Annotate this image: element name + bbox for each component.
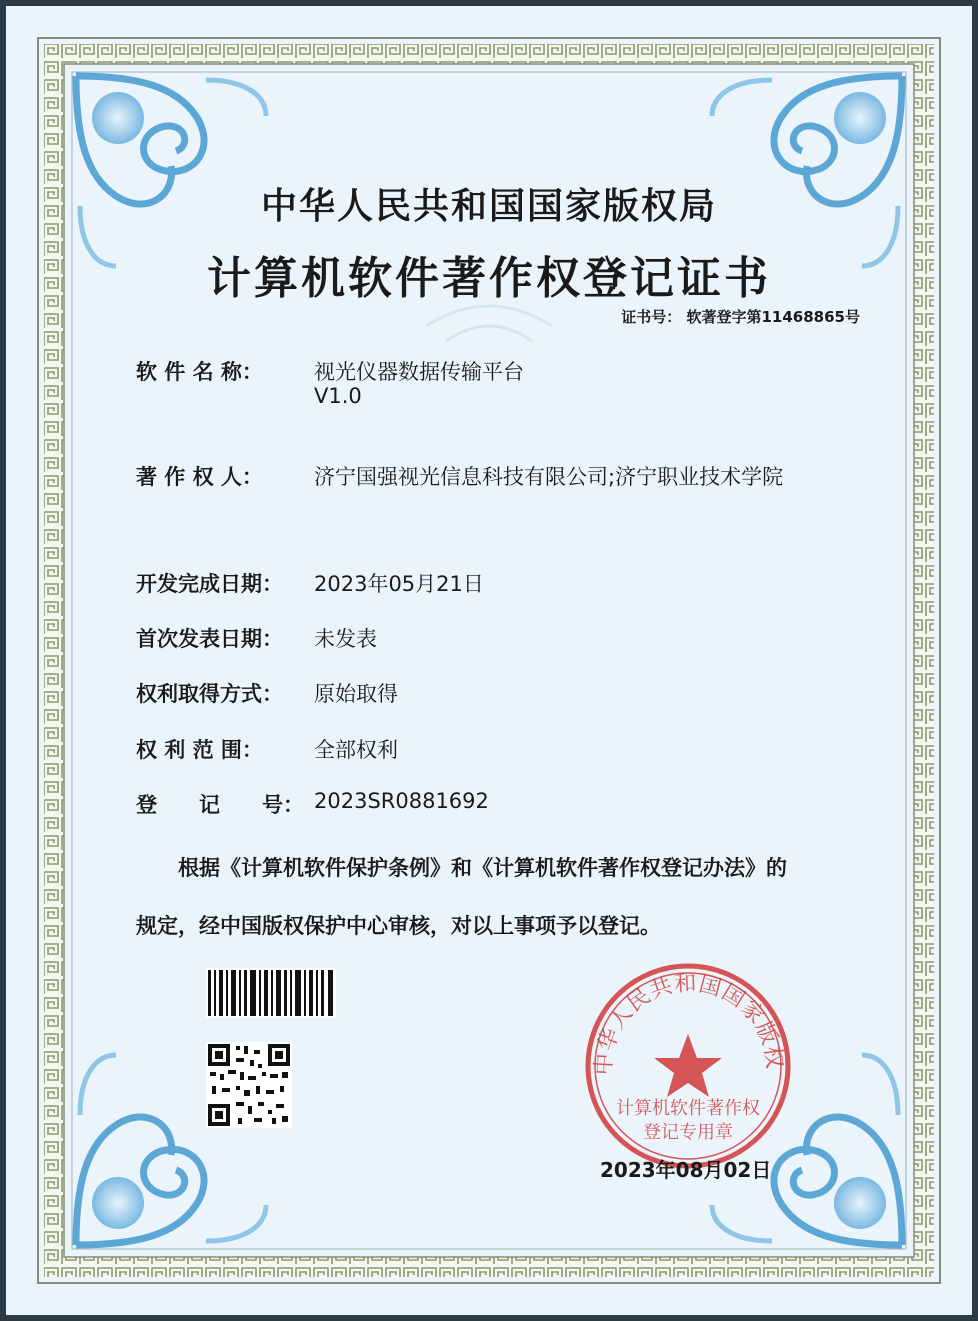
svg-text:中华人民共和国国家版权局 xyxy=(578,956,787,1076)
certificate-number: 证书号： 软著登字第11468865号 xyxy=(621,308,860,326)
field-value-development-date: 2023年05月21日 xyxy=(314,572,484,596)
field-label-acquisition-method: 权利取得方式： xyxy=(136,682,283,706)
barcode-icon xyxy=(206,968,336,1018)
field-label-registration-number: 登 记 号： xyxy=(136,793,304,817)
field-value-version: V1.0 xyxy=(314,384,362,408)
field-value-publication-date: 未发表 xyxy=(314,627,377,651)
seal-outer-text: 中华人民共和国国家版权 xyxy=(591,971,787,1076)
qr-code-icon xyxy=(206,1042,292,1128)
seal-inner-line-1: 计算机软件著作权 xyxy=(616,1098,760,1119)
field-label-software-name: 软 件 名 称： xyxy=(136,360,263,384)
field-label-rights-scope: 权 利 范 围： xyxy=(136,738,263,762)
field-label-publication-date: 首次发表日期： xyxy=(136,627,283,651)
field-value-software-name: 视光仪器数据传输平台 xyxy=(314,360,524,384)
corner-ornament xyxy=(76,76,266,266)
body-text-line-2: 规定，经中国版权保护中心审核，对以上事项予以登记。 xyxy=(136,914,661,938)
issuer-title: 中华人民共和国国家版权局 xyxy=(260,185,717,227)
seal-text xyxy=(578,956,798,1176)
field-label-copyright-owner: 著 作 权 人： xyxy=(136,465,263,489)
field-value-acquisition-method: 原始取得 xyxy=(314,682,398,706)
seal-inner-line-2: 登记专用章 xyxy=(643,1122,733,1143)
certificate-title: 计算机软件著作权登记证书 xyxy=(207,253,771,304)
body-text-line-1: 根据《计算机软件保护条例》和《计算机软件著作权登记办法》的 xyxy=(178,856,787,880)
issue-date: 2023年08月02日 xyxy=(600,1158,772,1182)
watermark-emblem xyxy=(426,306,552,341)
field-value-copyright-owner: 济宁国强视光信息科技有限公司;济宁职业技术学院 xyxy=(314,465,784,489)
field-label-development-date: 开发完成日期： xyxy=(136,572,283,596)
certificate xyxy=(6,6,972,1315)
field-value-registration-number: 2023SR0881692 xyxy=(314,789,489,813)
field-value-rights-scope: 全部权利 xyxy=(314,738,398,762)
